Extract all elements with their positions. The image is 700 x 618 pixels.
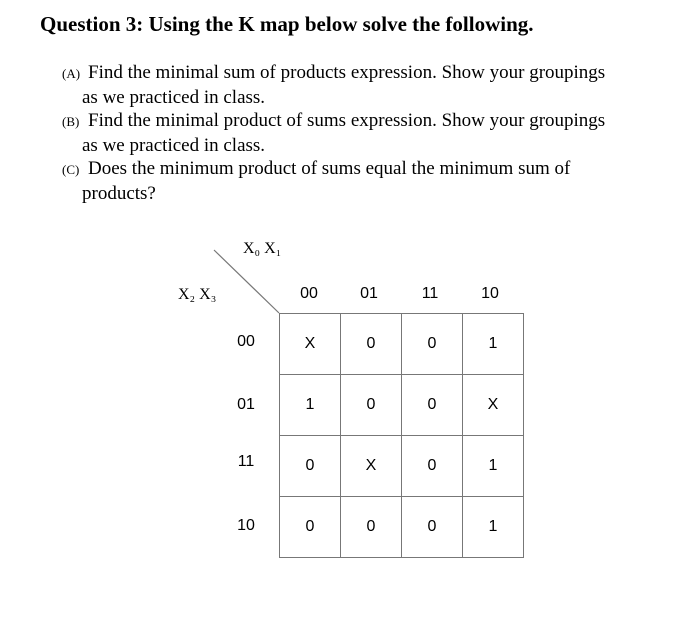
question-text: Find the minimal product of sums expression. Show your groupings	[88, 110, 606, 131]
kmap-row	[280, 375, 524, 436]
kmap-cell: X	[463, 375, 524, 436]
kmap-row	[280, 314, 524, 375]
row-header: 11	[237, 453, 255, 470]
question-label: (C)	[62, 162, 80, 177]
kmap-cell: 1	[463, 314, 524, 375]
col-header: 01	[360, 285, 378, 302]
kmap-row-variables: X₂ X₃	[178, 286, 217, 303]
kmap-cell: 0	[341, 375, 402, 436]
kmap-cell: 0	[341, 497, 402, 558]
kmap-cell: 0	[280, 497, 341, 558]
kmap-cell: 0	[402, 375, 463, 436]
kmap-cell: 0	[402, 436, 463, 497]
question-text-cont: as we practiced in class.	[82, 135, 266, 156]
row-header: 01	[237, 396, 255, 413]
col-header: 10	[481, 285, 499, 302]
kmap-cell: 1	[463, 436, 524, 497]
question-label: (B)	[62, 114, 80, 129]
kmap-row	[280, 497, 524, 558]
col-header: 00	[300, 285, 318, 302]
col-header: 11	[421, 285, 439, 302]
kmap-cell: X	[341, 436, 402, 497]
kmap-cell: X	[280, 314, 341, 375]
question-label: (A)	[62, 66, 81, 81]
question-text: Does the minimum product of sums equal the minimum sum of	[88, 158, 571, 179]
kmap-cell: 1	[280, 375, 341, 436]
kmap-cell: 0	[341, 314, 402, 375]
kmap-cell: 1	[463, 497, 524, 558]
kmap-row	[280, 436, 524, 497]
kmap-col-variables: X₀ X₁	[243, 240, 282, 257]
row-header: 10	[237, 517, 255, 534]
kmap-cell: 0	[402, 497, 463, 558]
question-title: Question 3: Using the K map below solve the following.	[40, 12, 534, 36]
kmap-grid	[279, 313, 524, 558]
row-header: 00	[237, 333, 255, 350]
kmap-cell: 0	[280, 436, 341, 497]
question-text: Find the minimal sum of products expression. Show your groupings	[88, 62, 606, 83]
kmap-cell: 0	[402, 314, 463, 375]
question-text-cont: products?	[82, 183, 156, 204]
question-text-cont: as we practiced in class.	[82, 87, 266, 108]
